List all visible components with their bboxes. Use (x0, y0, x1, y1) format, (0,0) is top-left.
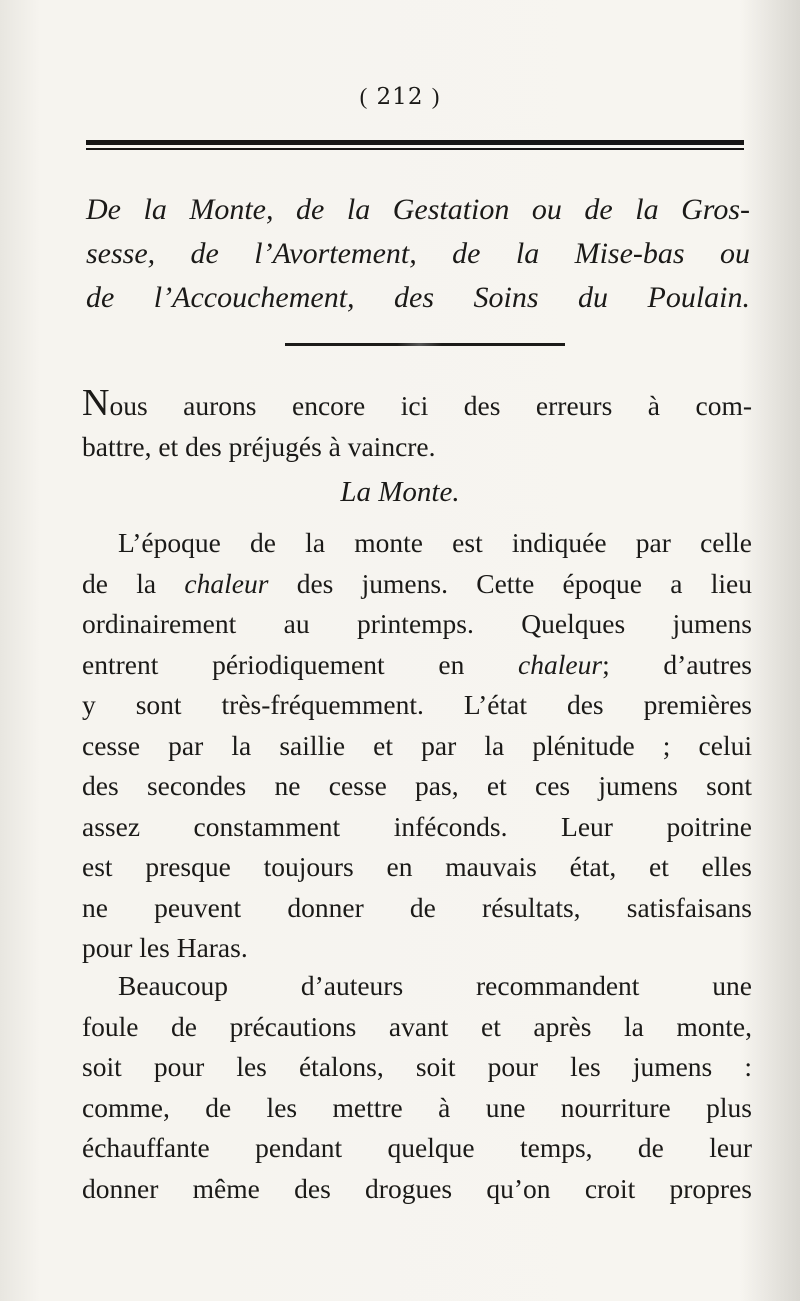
text-line (82, 564, 752, 605)
text-line: foule de précautions avant et après la monte, (82, 1010, 752, 1042)
header-double-rule (86, 140, 744, 150)
section-subtitle: La Monte. (340, 476, 460, 508)
title-line: De la Monte, de la Gestation ou de la Gros- (86, 193, 750, 226)
text-line: battre, et des préjugés à vaincre. (82, 430, 436, 462)
drop-cap: N (82, 382, 110, 424)
text-line (82, 382, 752, 427)
text-line: donner même des drogues qu’on croit propres (82, 1172, 752, 1204)
text-segment: ous aurons encore ici des erreurs à com- (109, 390, 752, 421)
text-line: pour les Haras. (82, 932, 248, 963)
paragraph-epoque (82, 523, 752, 969)
paren-close: ) (431, 84, 441, 109)
text-line: Beaucoup d’auteurs recommandent une (118, 970, 752, 1001)
text-line: des secondes ne cesse pas, et ces jumens sont (82, 770, 752, 801)
text-line: soit pour les étalons, soit pour les jumens : (82, 1051, 752, 1082)
page-number-header (0, 84, 800, 110)
text-line: L’époque de la monte est indiquée par celle (118, 527, 752, 558)
text-line: assez constamment inféconds. Leur poitrine (82, 810, 752, 842)
chapter-title (86, 188, 750, 320)
paragraph-precautions (82, 966, 752, 1209)
text-line: y sont très-fréquemment. L’état des premières (82, 689, 752, 720)
text-segment: des jumens. Cette époque a lieu (268, 567, 752, 599)
paren-open: ( (359, 84, 369, 109)
text-segment: ; d’autres (602, 648, 752, 680)
text-line: comme, de les mettre à une nourriture plus (82, 1091, 752, 1123)
italic-term: chaleur (184, 567, 269, 599)
text-segment: entrent périodiquement en (82, 648, 519, 680)
italic-term: chaleur (518, 648, 603, 680)
title-line: de l’Accouchement, des Soins du Poulain. (86, 281, 750, 314)
text-line (82, 645, 752, 686)
section-divider-rule (285, 343, 565, 346)
intro-paragraph (82, 382, 752, 467)
text-line: est presque toujours en mauvais état, et elles (82, 851, 752, 882)
title-line: sesse, de l’Avortement, de la Mise-bas ou (86, 237, 750, 270)
text-segment: de la (82, 567, 185, 599)
text-line: cesse par la saillie et par la plénitude ; celui (82, 729, 752, 761)
text-line: échauffante pendant quelque temps, de leur (82, 1132, 752, 1163)
text-line: ne peuvent donner de résultats, satisfaisans (82, 891, 752, 923)
page-number: 212 (376, 84, 424, 110)
text-line: ordinairement au printemps. Quelques jumens (82, 608, 752, 639)
